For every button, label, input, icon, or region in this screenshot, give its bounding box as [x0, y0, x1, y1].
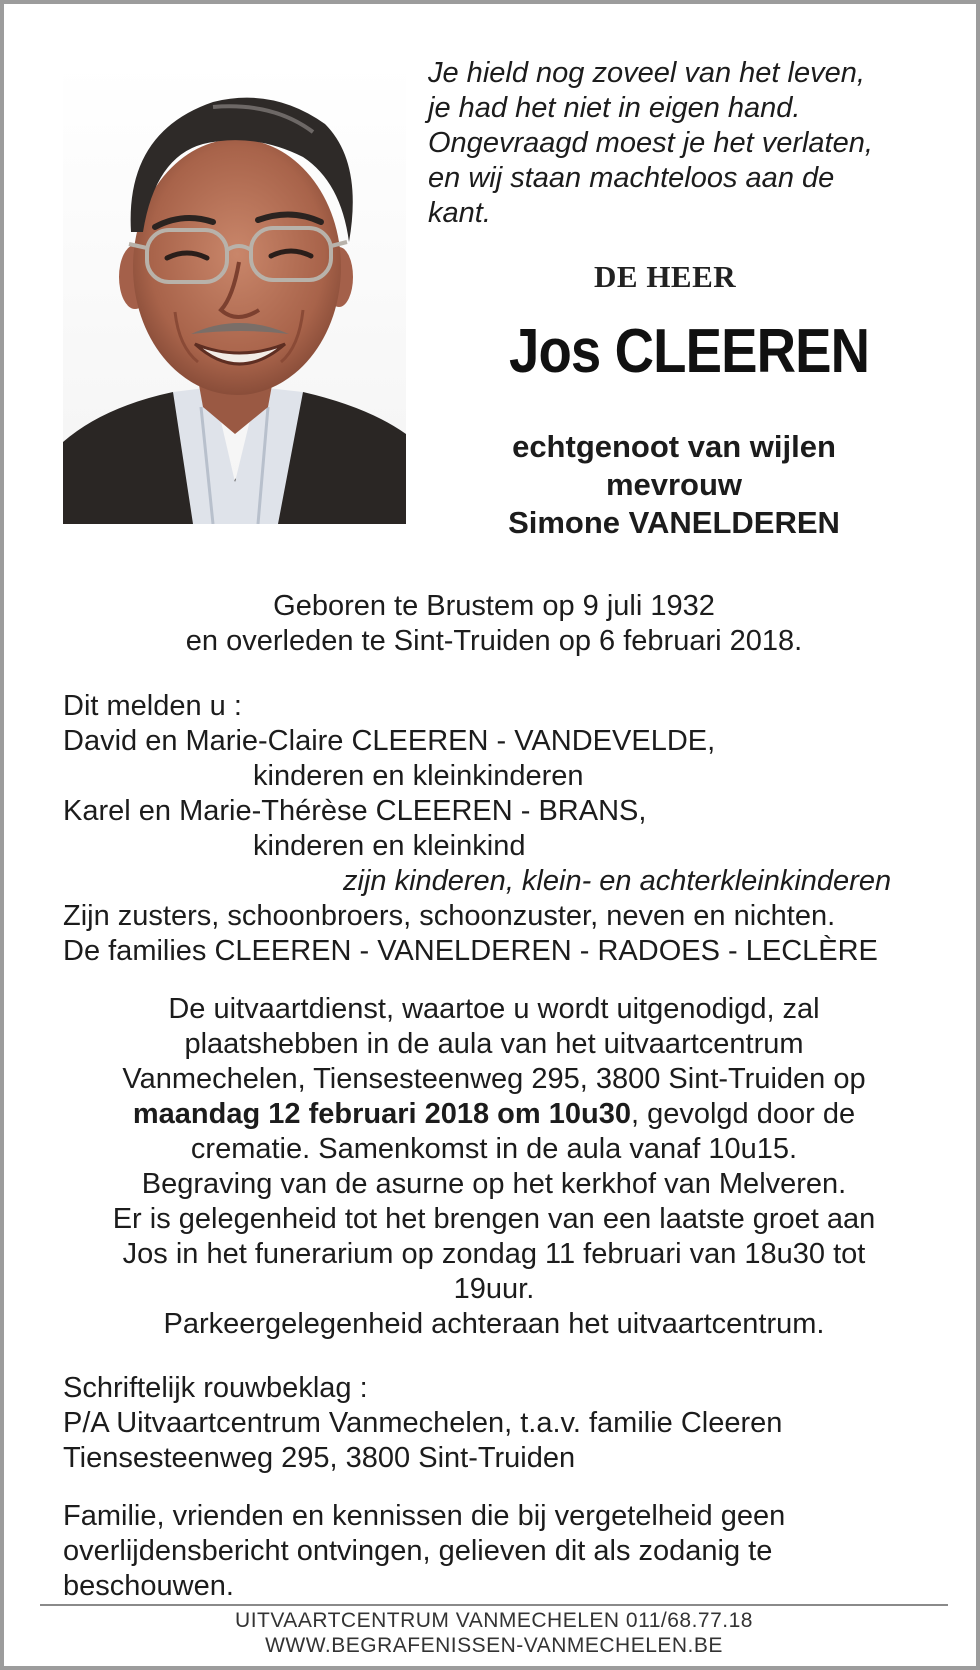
birth-death-info [44, 589, 944, 659]
portrait-illustration [63, 62, 406, 524]
spouse-info [444, 428, 904, 542]
service-date: maandag 12 februari 2018 om 10u30 [132, 1098, 631, 1130]
poem-line: je had het niet in eigen hand. [428, 92, 801, 124]
family-sub-line: kinderen en kleinkinderen [253, 760, 584, 792]
poem-line: en wij staan machteloos aan de [428, 162, 835, 194]
service-line: Begraving van de asurne op het kerkhof van Melveren. [141, 1168, 847, 1200]
service-date-line [44, 1097, 944, 1132]
deceased-name: Jos CLEEREN [509, 317, 870, 386]
service-line: De uitvaartdienst, waartoe u wordt uitgenodigd, zal [168, 993, 820, 1025]
service-line-rest: , gevolgd door de [630, 1098, 856, 1130]
footer-website: WWW.BEGRAFENISSEN-VANMECHELEN.BE [265, 1634, 723, 1657]
poem-line: kant. [428, 197, 491, 229]
service-line: Vanmechelen, Tiensesteenweg 295, 3800 Sint-Truiden op [122, 1063, 866, 1095]
closing-line: beschouwen. [63, 1570, 234, 1602]
service-line: crematie. Samenkomst in de aula vanaf 10u15. [190, 1133, 798, 1165]
funeral-service-info [44, 992, 944, 1342]
condolence-address [63, 1371, 963, 1476]
closing-note [63, 1499, 963, 1604]
spouse-name: Simone VANELDEREN [508, 505, 840, 540]
death-line: en overleden te Sint-Truiden op 6 februari 2018. [185, 625, 803, 657]
family-line: Karel en Marie-Thérèse CLEEREN - BRANS, [63, 795, 647, 827]
siblings-line: Zijn zusters, schoonbroers, schoonzuster, neven en nichten. [63, 900, 836, 932]
announcement-intro: Dit melden u : [63, 690, 242, 722]
honorific: DE HEER [594, 259, 737, 294]
family-sub-line: kinderen en kleinkind [253, 830, 526, 862]
footer-divider [40, 1604, 948, 1606]
condolence-line: Tiensesteenweg 295, 3800 Sint-Truiden [63, 1442, 576, 1474]
footer [44, 1608, 944, 1658]
birth-line: Geboren te Brustem op 9 juli 1932 [273, 590, 715, 622]
poem-line: Ongevraagd moest je het verlaten, [428, 127, 873, 159]
spouse-line: echtgenoot van wijlen [512, 429, 836, 464]
portrait-photo [63, 62, 406, 524]
service-line: plaatshebben in de aula van het uitvaartcentrum [184, 1028, 804, 1060]
service-line: 19uur. [453, 1273, 535, 1305]
condolence-line: Schriftelijk rouwbeklag : [63, 1372, 368, 1404]
announcement [63, 689, 963, 969]
family-line: David en Marie-Claire CLEEREN - VANDEVELDE, [63, 725, 716, 757]
footer-contact: UITVAARTCENTRUM VANMECHELEN 011/68.77.18 [235, 1609, 753, 1632]
service-line: Er is gelegenheid tot het brengen van een laatste groet aan [112, 1203, 876, 1235]
families-line: De families CLEEREN - VANELDEREN - RADOES - LECLÈRE [63, 935, 878, 967]
spouse-line: mevrouw [605, 467, 743, 502]
service-line: Jos in het funerarium op zondag 11 februari van 18u30 tot [122, 1238, 866, 1270]
service-line: Parkeergelegenheid achteraan het uitvaartcentrum. [163, 1308, 825, 1340]
closing-line: Familie, vrienden en kennissen die bij vergetelheid geen [63, 1500, 786, 1532]
poem [428, 56, 958, 231]
poem-line: Je hield nog zoveel van het leven, [428, 57, 865, 89]
condolence-line: P/A Uitvaartcentrum Vanmechelen, t.a.v. familie Cleeren [63, 1407, 783, 1439]
descendants-line: zijn kinderen, klein- en achterkleinkinderen [343, 865, 892, 897]
closing-line: overlijdensbericht ontvingen, gelieven dit als zodanig te [63, 1535, 773, 1567]
